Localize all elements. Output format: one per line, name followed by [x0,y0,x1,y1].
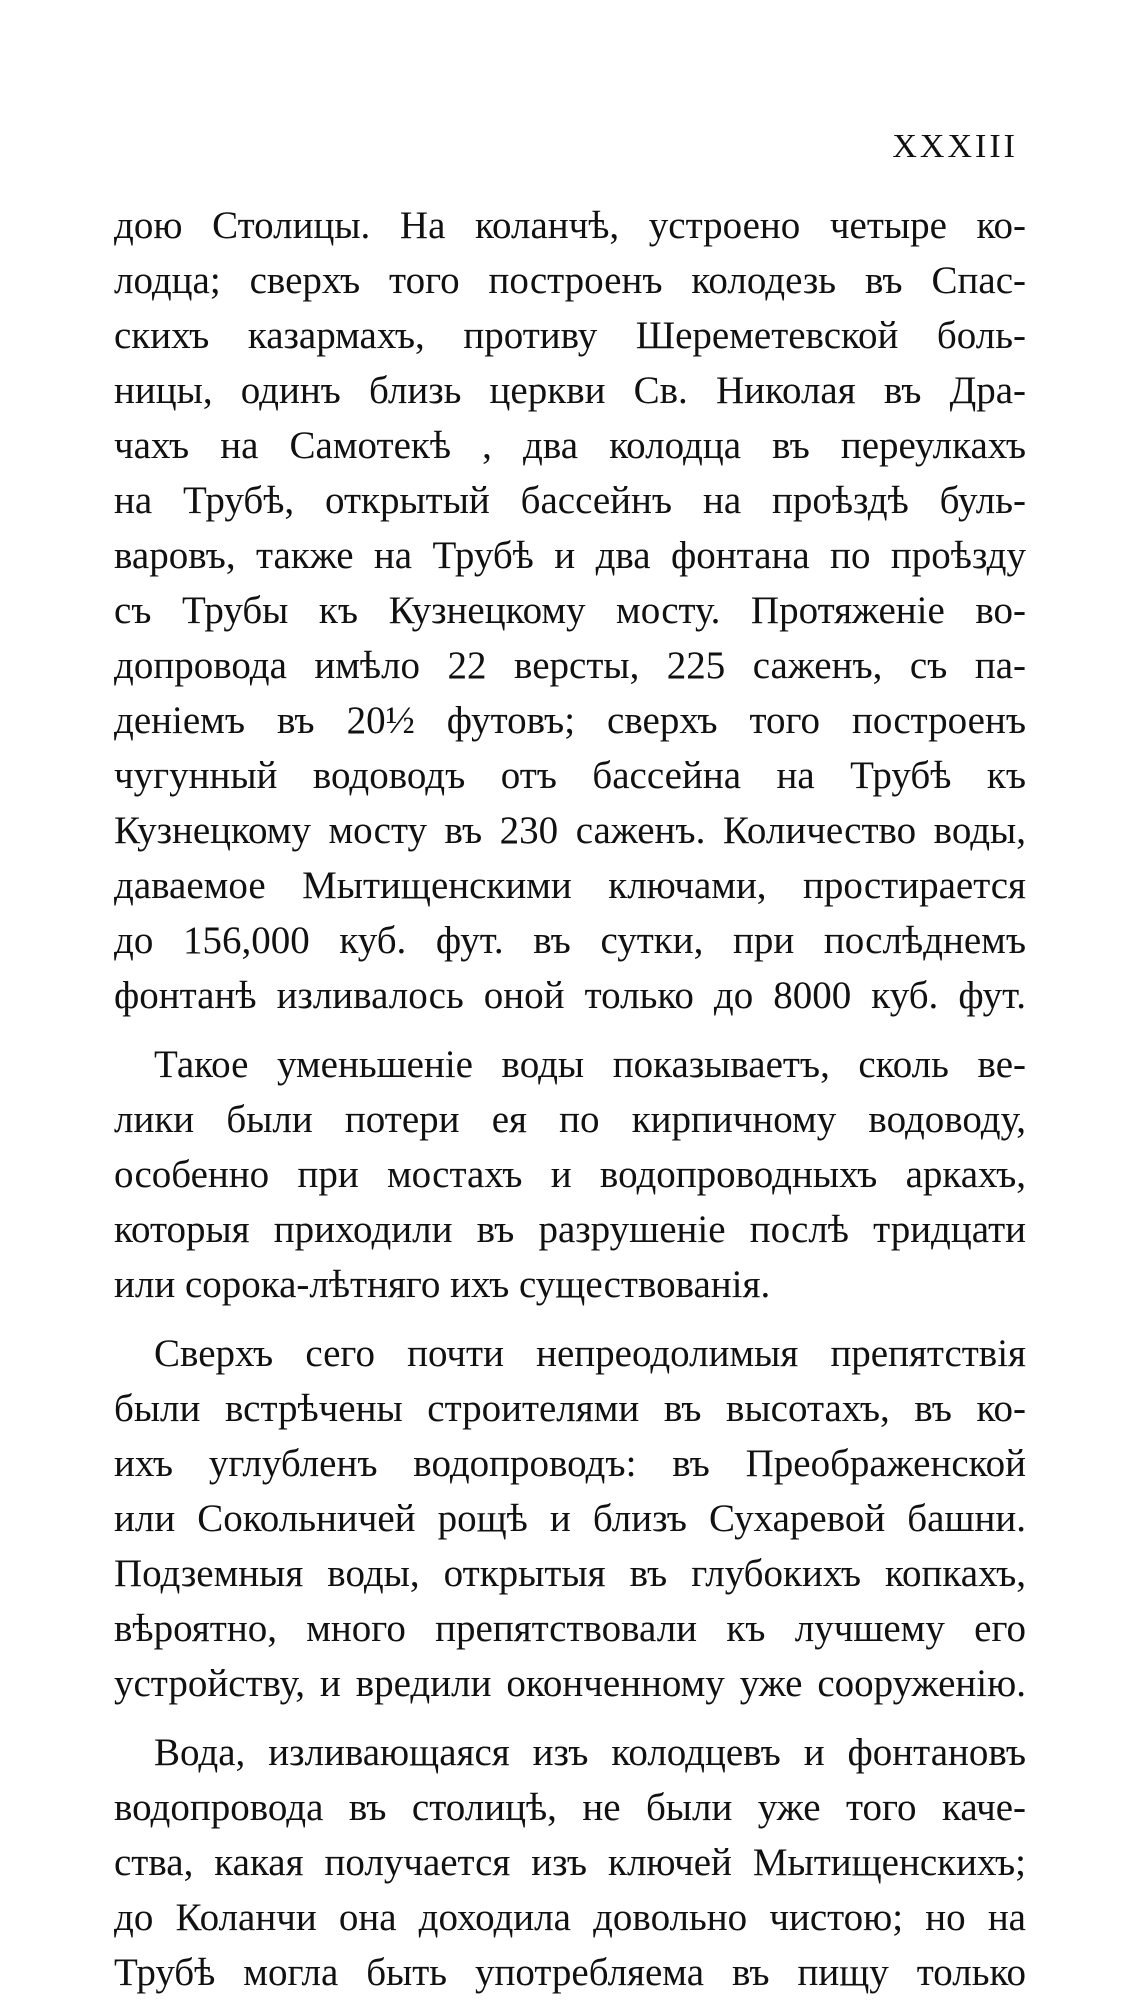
text-line: водопровода въ столицѣ, не были уже того каче- [114,1786,1026,1829]
text-line: или сорока-лѣтняго ихъ существованія. [114,1263,771,1306]
text-line: до 156,000 куб. фут. въ сутки, при послѣднемъ [114,919,1026,962]
text-line: скихъ казармахъ, противу Шереметевской боль- [114,314,1026,357]
text-line: были встрѣчены строителями въ высотахъ, въ ко- [114,1387,1026,1430]
text-line: Сверхъ сего почти непреодолимыя препятствія [154,1332,1026,1375]
text-line: дою Столицы. На коланчѣ, устроено четыре ко- [114,204,1026,247]
paragraph-3 [114,1326,1026,1711]
text-line: Вода, изливающаяся изъ колодцевъ и фонтановъ [154,1731,1026,1774]
paragraph-2 [114,1037,1026,1312]
page-number: XXXIII [892,128,1018,165]
text-line: особенно при мостахъ и водопроводныхъ аркахъ, [114,1153,1026,1196]
text-line: ства, какая получается изъ ключей Мытищенскихъ; [114,1841,1026,1884]
text-line: Кузнецкому мосту въ 230 саженъ. Количество воды, [114,809,1026,852]
text-line: Трубѣ могла быть употребляема въ пищу только [114,1951,1026,1994]
text-line: даваемое Мытищенскими ключами, простирается [114,864,1026,907]
text-line: на Трубѣ, открытый бассейнъ на проѣздѣ буль- [114,479,1026,522]
text-line: допровода имѣло 22 версты, 225 саженъ, съ па- [114,644,1026,687]
text-line: фонтанѣ изливалось оной только до 8000 куб. фут. [114,974,1026,1017]
text-line: чугунный водоводъ отъ бассейна на Трубѣ къ [114,754,1026,797]
text-line: которыя приходили въ разрушеніе послѣ тридцати [114,1208,1026,1251]
text-line: ихъ углубленъ водопроводъ: въ Преображенской [114,1442,1026,1485]
text-line: Такое уменьшеніе воды показываетъ, сколь ве- [154,1043,1026,1086]
text-line: устройству, и вредили оконченному уже сооруженію. [114,1662,1026,1705]
text-line: до Коланчи она доходила довольно чистою; но на [114,1896,1026,1939]
body-text [114,198,1026,2014]
text-line: деніемъ въ 20½ футовъ; сверхъ того построенъ [114,699,1026,742]
paragraph-1 [114,198,1026,1023]
text-line: чахъ на Самотекѣ , два колодца въ переулкахъ [114,424,1026,467]
text-line: или Сокольничей рощѣ и близъ Сухаревой башни. [114,1497,1026,1540]
paragraph-4 [114,1725,1026,2000]
text-line: вѣроятно, много препятствовали къ лучшему его [114,1607,1026,1650]
text-line: ницы, одинъ близь церкви Св. Николая въ Дра- [114,369,1026,412]
text-line: варовъ, также на Трубѣ и два фонтана по проѣзду [114,534,1026,577]
text-line: лодца; сверхъ того построенъ колодезь въ Спас- [114,259,1026,302]
text-line: Подземныя воды, открытыя въ глубокихъ копкахъ, [114,1552,1026,1595]
text-line: съ Трубы къ Кузнецкому мосту. Протяженіе во- [114,589,1026,632]
text-line: лики были потери ея по кирпичному водоводу, [114,1098,1026,1141]
